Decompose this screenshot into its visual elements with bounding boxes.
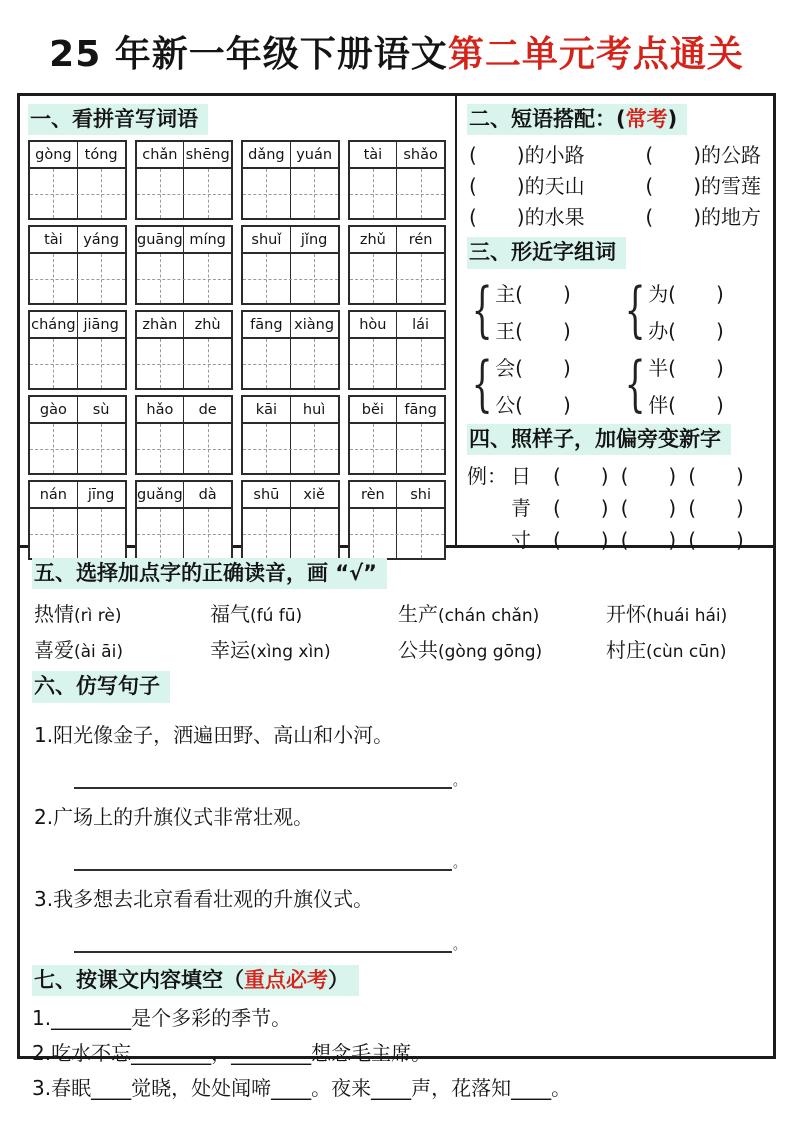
item-word: 生产 xyxy=(398,602,438,627)
pinyin-syllable: cháng xyxy=(30,312,78,337)
fill-blank-item[interactable]: 3.春眠____觉晓，处处闻啼____。夜来____声，花落知____。 xyxy=(32,1076,572,1101)
writing-grid[interactable] xyxy=(30,169,125,218)
pronunciation-item[interactable] xyxy=(34,634,210,663)
pinyin-syllable: chǎn xyxy=(137,142,185,167)
item-word: 开怀 xyxy=(606,602,646,627)
pinyin-syllable: fāng xyxy=(404,401,437,418)
pinyin-syllable: tóng xyxy=(84,146,118,163)
pinyin-word-group xyxy=(28,480,127,560)
pinyin-syllable: gào xyxy=(30,397,78,422)
word-blank[interactable]: 为( ) xyxy=(648,281,724,306)
pinyin-syllable: jiāng xyxy=(83,316,119,333)
radical-row xyxy=(467,492,763,524)
phrase-blank[interactable]: ( )的水果 xyxy=(469,205,585,230)
word-blank[interactable]: 主( ) xyxy=(495,281,571,306)
pinyin-word-group xyxy=(241,310,340,390)
pinyin-grid-row xyxy=(28,140,446,220)
writing-grid[interactable] xyxy=(137,424,232,473)
word-blank[interactable]: 公( ) xyxy=(495,392,571,417)
item-pinyin-options: (huái hái) xyxy=(646,606,728,627)
pronunciation-item[interactable] xyxy=(398,598,606,627)
base-character: 寸 xyxy=(511,528,531,553)
answer-line[interactable] xyxy=(74,934,759,953)
pinyin-syllable: lái xyxy=(412,316,430,333)
top-region xyxy=(20,96,773,553)
pinyin-syllable: hǎo xyxy=(137,397,185,422)
line-period: 。 xyxy=(453,937,467,953)
blank-underline[interactable] xyxy=(74,853,452,871)
writing-grid[interactable] xyxy=(350,509,445,558)
writing-grid[interactable] xyxy=(30,254,125,303)
writing-grid[interactable] xyxy=(243,339,338,388)
pinyin-syllable: shi xyxy=(410,486,432,503)
word-blank[interactable]: 会( ) xyxy=(495,355,571,380)
model-sentence: 1.阳光像金子，洒遍田野、高山和小河。 xyxy=(34,722,394,747)
item-pinyin-options: (rì rè) xyxy=(74,606,122,627)
word-blank[interactable]: 王( ) xyxy=(495,318,571,343)
pinyin-word-group xyxy=(348,225,447,305)
brace-group xyxy=(624,275,763,346)
base-character: 日 xyxy=(511,464,531,489)
pinyin-syllable: zhàn xyxy=(137,312,185,337)
section-4-heading: 四、照样子，加偏旁变新字 xyxy=(467,424,731,455)
fill-blank-item[interactable]: 1.________是个多彩的季节。 xyxy=(32,1006,292,1031)
pinyin-word-group xyxy=(348,395,447,475)
pinyin-syllable: tài xyxy=(30,227,78,252)
pinyin-word-group xyxy=(135,310,234,390)
base-character: 青 xyxy=(511,496,531,521)
pinyin-syllable: shū xyxy=(243,482,291,507)
pinyin-syllable: tài xyxy=(350,142,398,167)
blank-underline[interactable] xyxy=(74,771,452,789)
section-2-phrase-matching xyxy=(467,104,763,233)
pinyin-syllable: rén xyxy=(408,231,433,248)
pronunciation-item[interactable] xyxy=(210,598,398,627)
item-word: 公共 xyxy=(398,638,438,663)
pinyin-syllable: shǎo xyxy=(403,146,438,163)
section-6-imitate-sentences xyxy=(32,671,759,952)
pinyin-syllable: dà xyxy=(198,486,217,503)
phrase-blank[interactable]: ( )的地方 xyxy=(645,205,761,230)
item-word: 村庄 xyxy=(606,638,646,663)
writing-grid[interactable] xyxy=(30,339,125,388)
phrase-blank[interactable]: ( )的小路 xyxy=(469,143,585,168)
section-1-pinyin-writing xyxy=(20,96,457,545)
pinyin-word-group xyxy=(28,225,127,305)
phrase-row xyxy=(467,171,763,202)
answer-blank[interactable]: ( ) xyxy=(688,528,744,553)
fill-blank-item[interactable]: 2.吃水不忘________，________想念毛主席。 xyxy=(32,1041,432,1066)
section-7-heading: 七、按课文内容填空（重点必考） xyxy=(32,965,359,996)
phrase-blank[interactable]: ( )的公路 xyxy=(645,143,761,168)
pinyin-word-group xyxy=(135,395,234,475)
section-1-heading: 一、看拼音写词语 xyxy=(28,104,208,135)
radical-row xyxy=(467,460,763,492)
item-word: 喜爱 xyxy=(34,638,74,663)
section-5-heading: 五、选择加点字的正确读音，画 “√” xyxy=(32,558,387,589)
pinyin-word-group xyxy=(241,225,340,305)
answer-line[interactable] xyxy=(74,770,759,789)
pinyin-syllable: yáng xyxy=(83,231,120,248)
section-6-heading: 六、仿写句子 xyxy=(32,671,170,702)
writing-grid[interactable] xyxy=(137,509,232,558)
pinyin-word-group xyxy=(135,480,234,560)
zhongdian-red-label: 重点必考 xyxy=(244,967,328,992)
section-7-fill-from-text xyxy=(32,965,759,1106)
line-period: 。 xyxy=(453,773,467,789)
item-pinyin-options: (chán chǎn) xyxy=(438,606,540,627)
pinyin-syllable: de xyxy=(198,401,217,418)
pinyin-syllable: zhǔ xyxy=(350,227,398,252)
pinyin-syllable: sù xyxy=(92,401,110,418)
answer-blank[interactable]: ( ) xyxy=(620,464,677,489)
model-sentence: 2.广场上的升旗仪式非常壮观。 xyxy=(34,804,314,829)
phrase-blank[interactable]: ( )的雪莲 xyxy=(645,174,761,199)
pinyin-word-group xyxy=(241,480,340,560)
model-sentence: 3.我多想去北京看看壮观的升旗仪式。 xyxy=(34,886,374,911)
section-3-heading: 三、形近字组词 xyxy=(467,237,626,268)
writing-grid[interactable] xyxy=(30,509,125,558)
pinyin-syllable: kāi xyxy=(243,397,291,422)
item-pinyin-options: (cùn cūn) xyxy=(646,642,727,663)
answer-line[interactable] xyxy=(74,852,759,871)
pinyin-syllable: zhù xyxy=(194,316,221,333)
writing-grid[interactable] xyxy=(350,169,445,218)
pinyin-syllable: jǐng xyxy=(300,231,328,248)
pinyin-word-group xyxy=(241,140,340,220)
pronunciation-item[interactable] xyxy=(398,634,606,663)
phrase-row xyxy=(467,202,763,233)
writing-grid[interactable] xyxy=(30,424,125,473)
item-word: 热情 xyxy=(34,602,74,627)
pronunciation-item[interactable] xyxy=(606,634,759,663)
pronunciation-item[interactable] xyxy=(606,598,759,627)
brace-icon: { xyxy=(624,349,646,420)
pinyin-word-group xyxy=(28,395,127,475)
pinyin-syllable: rèn xyxy=(350,482,398,507)
writing-grid[interactable] xyxy=(243,424,338,473)
bottom-region xyxy=(20,548,773,1106)
pinyin-syllable: fāng xyxy=(243,312,291,337)
pinyin-syllable: jīng xyxy=(87,486,115,503)
writing-grid[interactable] xyxy=(137,169,232,218)
pinyin-syllable: běi xyxy=(350,397,398,422)
pinyin-syllable: dǎng xyxy=(243,142,291,167)
answer-blank[interactable]: ( ) xyxy=(553,496,609,521)
pinyin-word-group xyxy=(348,140,447,220)
pinyin-syllable: guāng xyxy=(137,227,185,252)
answer-blank[interactable]: ( ) xyxy=(553,464,609,489)
brace-group xyxy=(471,349,610,420)
pinyin-grid-row xyxy=(28,225,446,305)
phrase-blank[interactable]: ( )的天山 xyxy=(469,174,585,199)
pinyin-syllable: míng xyxy=(189,231,226,248)
right-panel xyxy=(457,96,773,553)
writing-grid[interactable] xyxy=(350,254,445,303)
writing-grid[interactable] xyxy=(243,509,338,558)
pinyin-syllable: shēng xyxy=(185,146,230,163)
pinyin-word-group xyxy=(28,310,127,390)
pinyin-syllable: gòng xyxy=(30,142,78,167)
pinyin-syllable: huì xyxy=(302,401,326,418)
page-title-red: 第二单元考点通关 xyxy=(447,34,744,75)
pinyin-syllable: yuán xyxy=(296,146,333,163)
page-title-black: 25 年新一年级下册语文 xyxy=(49,34,448,75)
answer-blank[interactable]: ( ) xyxy=(688,464,744,489)
pinyin-syllable: nán xyxy=(30,482,78,507)
writing-grid[interactable] xyxy=(137,339,232,388)
writing-grid[interactable] xyxy=(350,339,445,388)
pinyin-grid-row xyxy=(28,310,446,390)
pronunciation-item[interactable] xyxy=(34,598,210,627)
brace-group xyxy=(471,275,610,346)
pinyin-syllable: xiàng xyxy=(294,316,335,333)
pinyin-grid-row xyxy=(28,395,446,475)
word-blank[interactable]: 办( ) xyxy=(648,318,724,343)
example-label xyxy=(467,492,511,524)
item-pinyin-options: (gòng gōng) xyxy=(438,642,543,663)
item-pinyin-options: (xìng xìn) xyxy=(250,642,331,663)
word-blank[interactable]: 半( ) xyxy=(648,355,724,380)
pinyin-word-group xyxy=(135,140,234,220)
section-4-add-radicals xyxy=(467,424,763,556)
section-3-similar-characters xyxy=(467,237,763,420)
example-label: 例： xyxy=(467,464,507,489)
writing-grid[interactable] xyxy=(137,254,232,303)
brace-icon: { xyxy=(624,275,646,346)
writing-grid[interactable] xyxy=(350,424,445,473)
page-title xyxy=(8,26,785,77)
brace-group xyxy=(624,349,763,420)
item-word: 幸运 xyxy=(210,638,250,663)
item-pinyin-options: (ài āi) xyxy=(74,642,123,663)
pinyin-word-group xyxy=(348,480,447,560)
worksheet-frame xyxy=(17,93,776,1101)
changkao-red-label: 常考 xyxy=(625,107,668,131)
pinyin-syllable: hòu xyxy=(350,312,398,337)
pronunciation-item[interactable] xyxy=(210,634,398,663)
answer-blank[interactable]: ( ) xyxy=(620,496,677,521)
line-period: 。 xyxy=(453,855,467,871)
pinyin-syllable: shuǐ xyxy=(243,227,291,252)
pinyin-word-group xyxy=(241,395,340,475)
pinyin-word-group xyxy=(28,140,127,220)
word-blank[interactable]: 伴( ) xyxy=(648,392,724,417)
blank-underline[interactable] xyxy=(74,935,452,953)
answer-blank[interactable]: ( ) xyxy=(553,528,609,553)
item-word: 福气 xyxy=(210,602,250,627)
answer-blank[interactable]: ( ) xyxy=(620,528,677,553)
item-pinyin-options: (fú fū) xyxy=(250,606,303,627)
answer-blank[interactable]: ( ) xyxy=(688,496,744,521)
writing-grid[interactable] xyxy=(243,254,338,303)
pinyin-syllable: guǎng xyxy=(137,482,185,507)
pinyin-word-group xyxy=(348,310,447,390)
section-5-choose-pronunciation xyxy=(32,558,759,663)
section-2-heading: 二、短语搭配：(常考) xyxy=(467,104,687,135)
writing-grid[interactable] xyxy=(243,169,338,218)
brace-icon: { xyxy=(471,275,493,346)
brace-icon: { xyxy=(471,349,493,420)
pinyin-word-group xyxy=(135,225,234,305)
phrase-row xyxy=(467,140,763,171)
pinyin-syllable: xiě xyxy=(303,486,325,503)
